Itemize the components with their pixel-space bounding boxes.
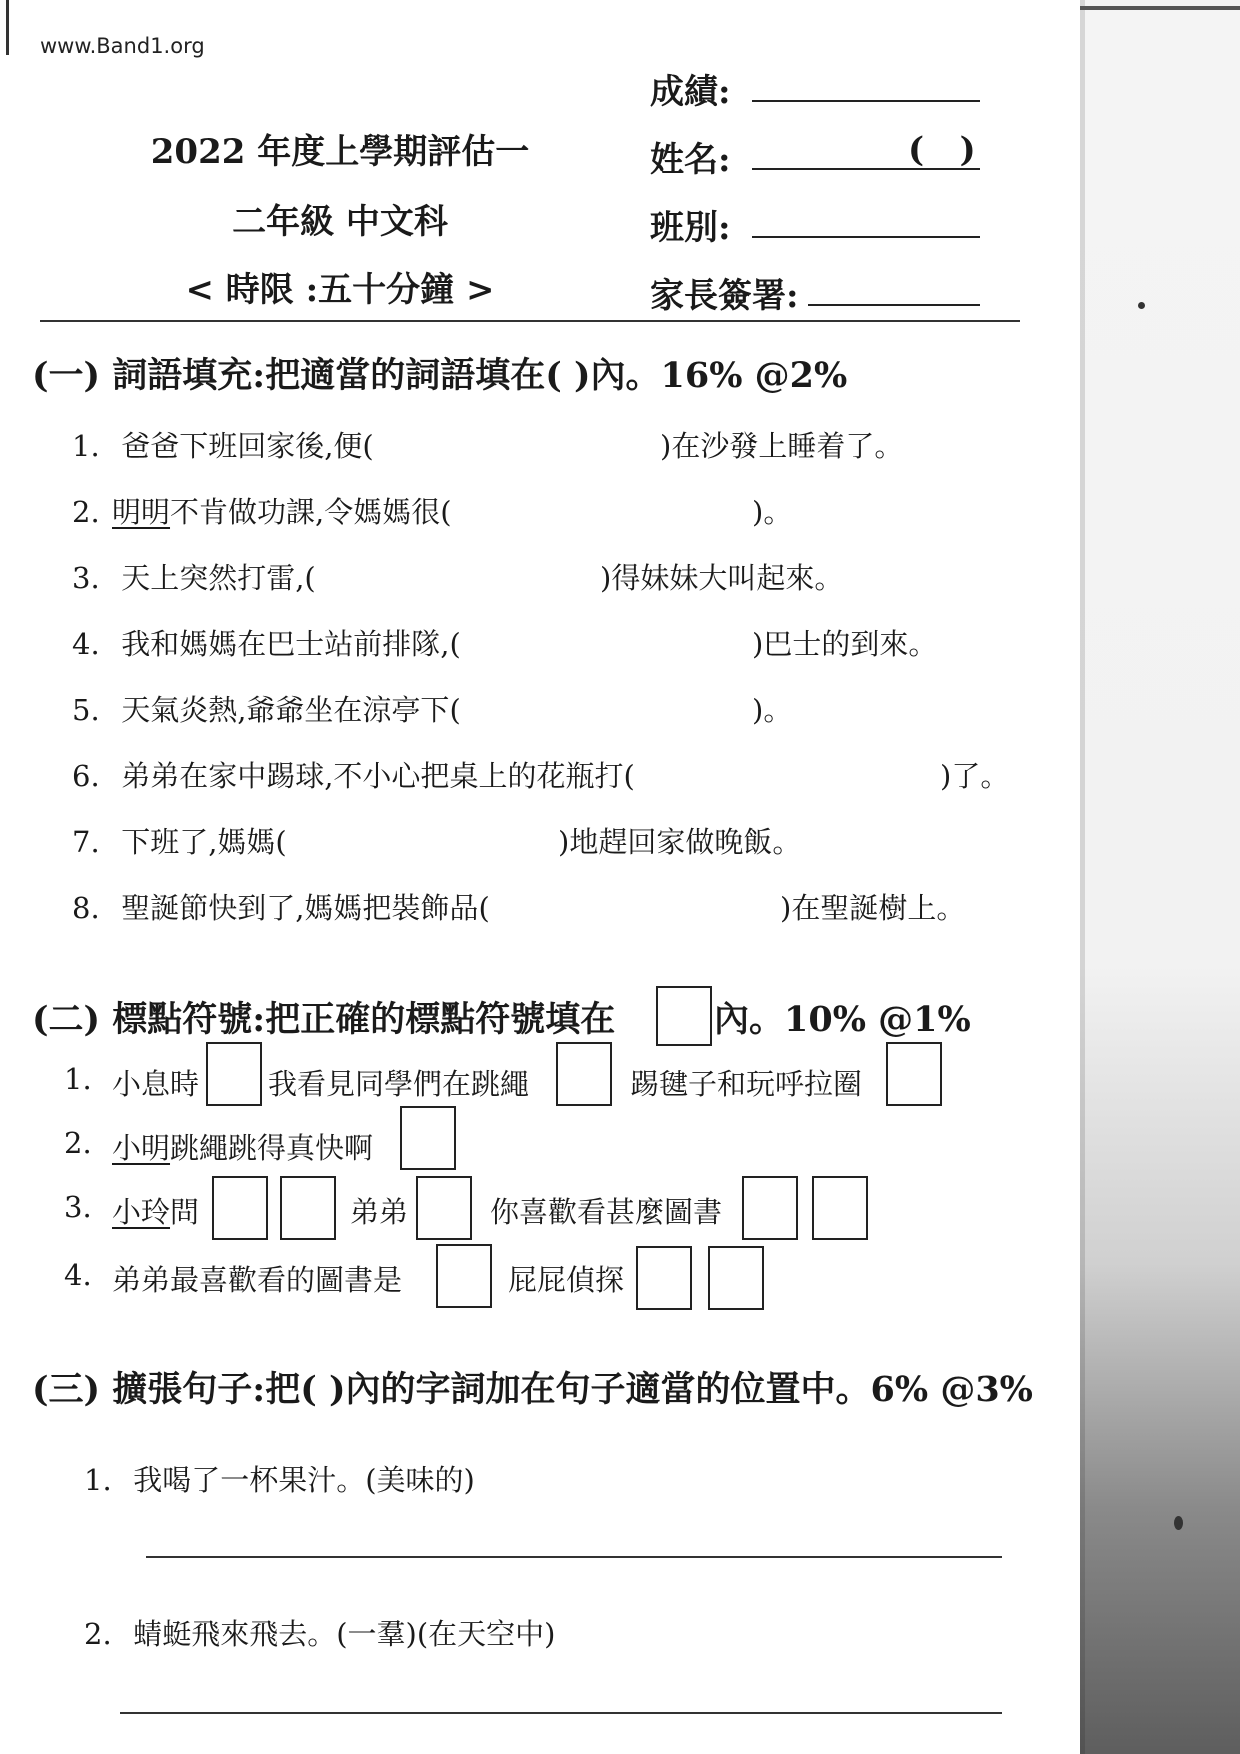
punctuation-box[interactable] — [436, 1244, 492, 1308]
section3-heading: (三) 擴張句子:把( )內的字詞加在句子適當的位置中。6% @3% — [32, 1369, 1033, 1410]
punctuation-box[interactable] — [886, 1042, 942, 1106]
fill-item — [72, 754, 635, 795]
fill-item — [72, 424, 374, 465]
punctuation-box[interactable] — [280, 1176, 336, 1240]
name-label: 姓名: — [650, 140, 731, 180]
punct-text: 你喜歡看甚麼圖書 — [490, 1195, 723, 1229]
item-text-before: 爸爸下班回家後,便( — [121, 429, 374, 463]
class-number-paren: ( ) — [908, 130, 976, 170]
item-text-before: 我和媽媽在巴士站前排隊,( — [121, 627, 461, 661]
score-field[interactable] — [752, 100, 980, 102]
item-text-after: )得妹妹大叫起來。 — [600, 561, 844, 595]
section1-heading: (一) 詞語填充:把適當的詞語填在( )內。16% @2% — [32, 355, 848, 396]
item-text-after: )巴士的到來。 — [752, 627, 938, 661]
punct-text — [112, 1126, 373, 1167]
item-text-after: )了。 — [940, 759, 1010, 793]
punctuation-box[interactable] — [400, 1106, 456, 1170]
punct-text: 我看見同學們在跳繩 — [268, 1067, 530, 1101]
section2-heading-text: (二) 標點符號:把正確的標點符號填在 — [32, 999, 616, 1040]
scan-edge-line — [1080, 6, 1240, 10]
sample-box — [656, 986, 712, 1046]
item-number: 6. — [72, 759, 100, 793]
item-number: 5. — [72, 693, 100, 727]
punctuation-box[interactable] — [416, 1176, 472, 1240]
scan-dot — [1174, 1516, 1183, 1530]
punctuation-box[interactable] — [212, 1176, 268, 1240]
item-text-after: )在沙發上睡着了。 — [660, 429, 904, 463]
item-text-after: )地趕回家做晚飯。 — [558, 825, 802, 859]
expand-text: 我喝了一杯果汁。(美味的) — [133, 1463, 475, 1497]
scan-edge-shadow — [1080, 0, 1240, 1754]
fill-item — [72, 688, 461, 729]
item-number: 2. — [72, 495, 100, 529]
punct-text-part: 跳繩跳得真快啊 — [170, 1131, 374, 1165]
item-text-before: 天上突然打雷,( — [121, 561, 316, 595]
item-number: 4. — [64, 1258, 92, 1292]
punctuation-box[interactable] — [708, 1246, 764, 1310]
answer-line[interactable] — [120, 1712, 1002, 1714]
item-number: 3. — [64, 1190, 92, 1224]
proper-name: 明明 — [112, 495, 171, 529]
exam-title: 2022 年度上學期評估一 — [150, 132, 530, 172]
fill-item — [72, 490, 452, 531]
item-text-after: )。 — [752, 693, 793, 727]
item-number: 4. — [72, 627, 100, 661]
item-text-before: 弟弟在家中踢球,不小心把桌上的花瓶打( — [121, 759, 635, 793]
section2-heading — [32, 992, 615, 1042]
scan-mark — [6, 0, 9, 55]
item-number: 7. — [72, 825, 100, 859]
item-text-before: 不肯做功課,令媽媽很( — [170, 495, 452, 529]
item-number: 2. — [84, 1617, 112, 1651]
punct-text: 弟弟最喜歡看的圖書是 — [112, 1263, 403, 1297]
item-text-before: 天氣炎熱,爺爺坐在涼亭下( — [121, 693, 461, 727]
item-text-before: 下班了,媽媽( — [121, 825, 287, 859]
item-number: 8. — [72, 891, 100, 925]
time-limit: < 時限 :五十分鐘 > — [185, 270, 495, 310]
scan-dot — [1138, 302, 1145, 309]
parent-signature-field[interactable] — [808, 304, 980, 306]
answer-line[interactable] — [146, 1556, 1002, 1558]
item-text-before: 聖誕節快到了,媽媽把裝飾品( — [121, 891, 490, 925]
grade-subject: 二年級 中文科 — [232, 202, 448, 242]
expand-item — [84, 1612, 555, 1653]
expand-item — [84, 1458, 475, 1499]
expand-text: 蜻蜓飛來飛去。(一羣)(在天空中) — [133, 1617, 556, 1651]
header-divider — [40, 320, 1020, 322]
fill-item — [72, 886, 490, 927]
item-number: 2. — [64, 1126, 92, 1160]
site-watermark: www.Band1.org — [40, 34, 205, 58]
punctuation-box[interactable] — [636, 1246, 692, 1310]
punctuation-box[interactable] — [556, 1042, 612, 1106]
proper-name: 小玲 — [112, 1195, 171, 1229]
class-field[interactable] — [752, 236, 980, 238]
punct-text — [112, 1190, 199, 1231]
fill-item — [72, 820, 287, 861]
punctuation-box[interactable] — [206, 1042, 262, 1106]
item-number: 3. — [72, 561, 100, 595]
fill-item — [72, 556, 316, 597]
score-label: 成績: — [650, 72, 731, 112]
punct-text: 屁屁偵探 — [508, 1263, 625, 1297]
punctuation-box[interactable] — [812, 1176, 868, 1240]
proper-name: 小明 — [112, 1131, 171, 1165]
item-text-after: )。 — [752, 495, 793, 529]
item-number: 1. — [72, 429, 100, 463]
punctuation-box[interactable] — [742, 1176, 798, 1240]
item-number: 1. — [64, 1062, 92, 1096]
item-text-after: )在聖誕樹上。 — [780, 891, 966, 925]
section2-heading-tail: 內。10% @1% — [714, 999, 971, 1040]
punct-text: 小息時 — [112, 1067, 200, 1101]
fill-item — [72, 622, 461, 663]
item-number: 1. — [84, 1463, 112, 1497]
punct-text: 弟弟 — [350, 1195, 409, 1229]
class-label: 班別: — [650, 208, 731, 248]
punct-text-part: 問 — [170, 1195, 200, 1229]
punct-text: 踢毽子和玩呼拉圈 — [630, 1067, 863, 1101]
parent-signature-label: 家長簽署: — [650, 276, 799, 316]
